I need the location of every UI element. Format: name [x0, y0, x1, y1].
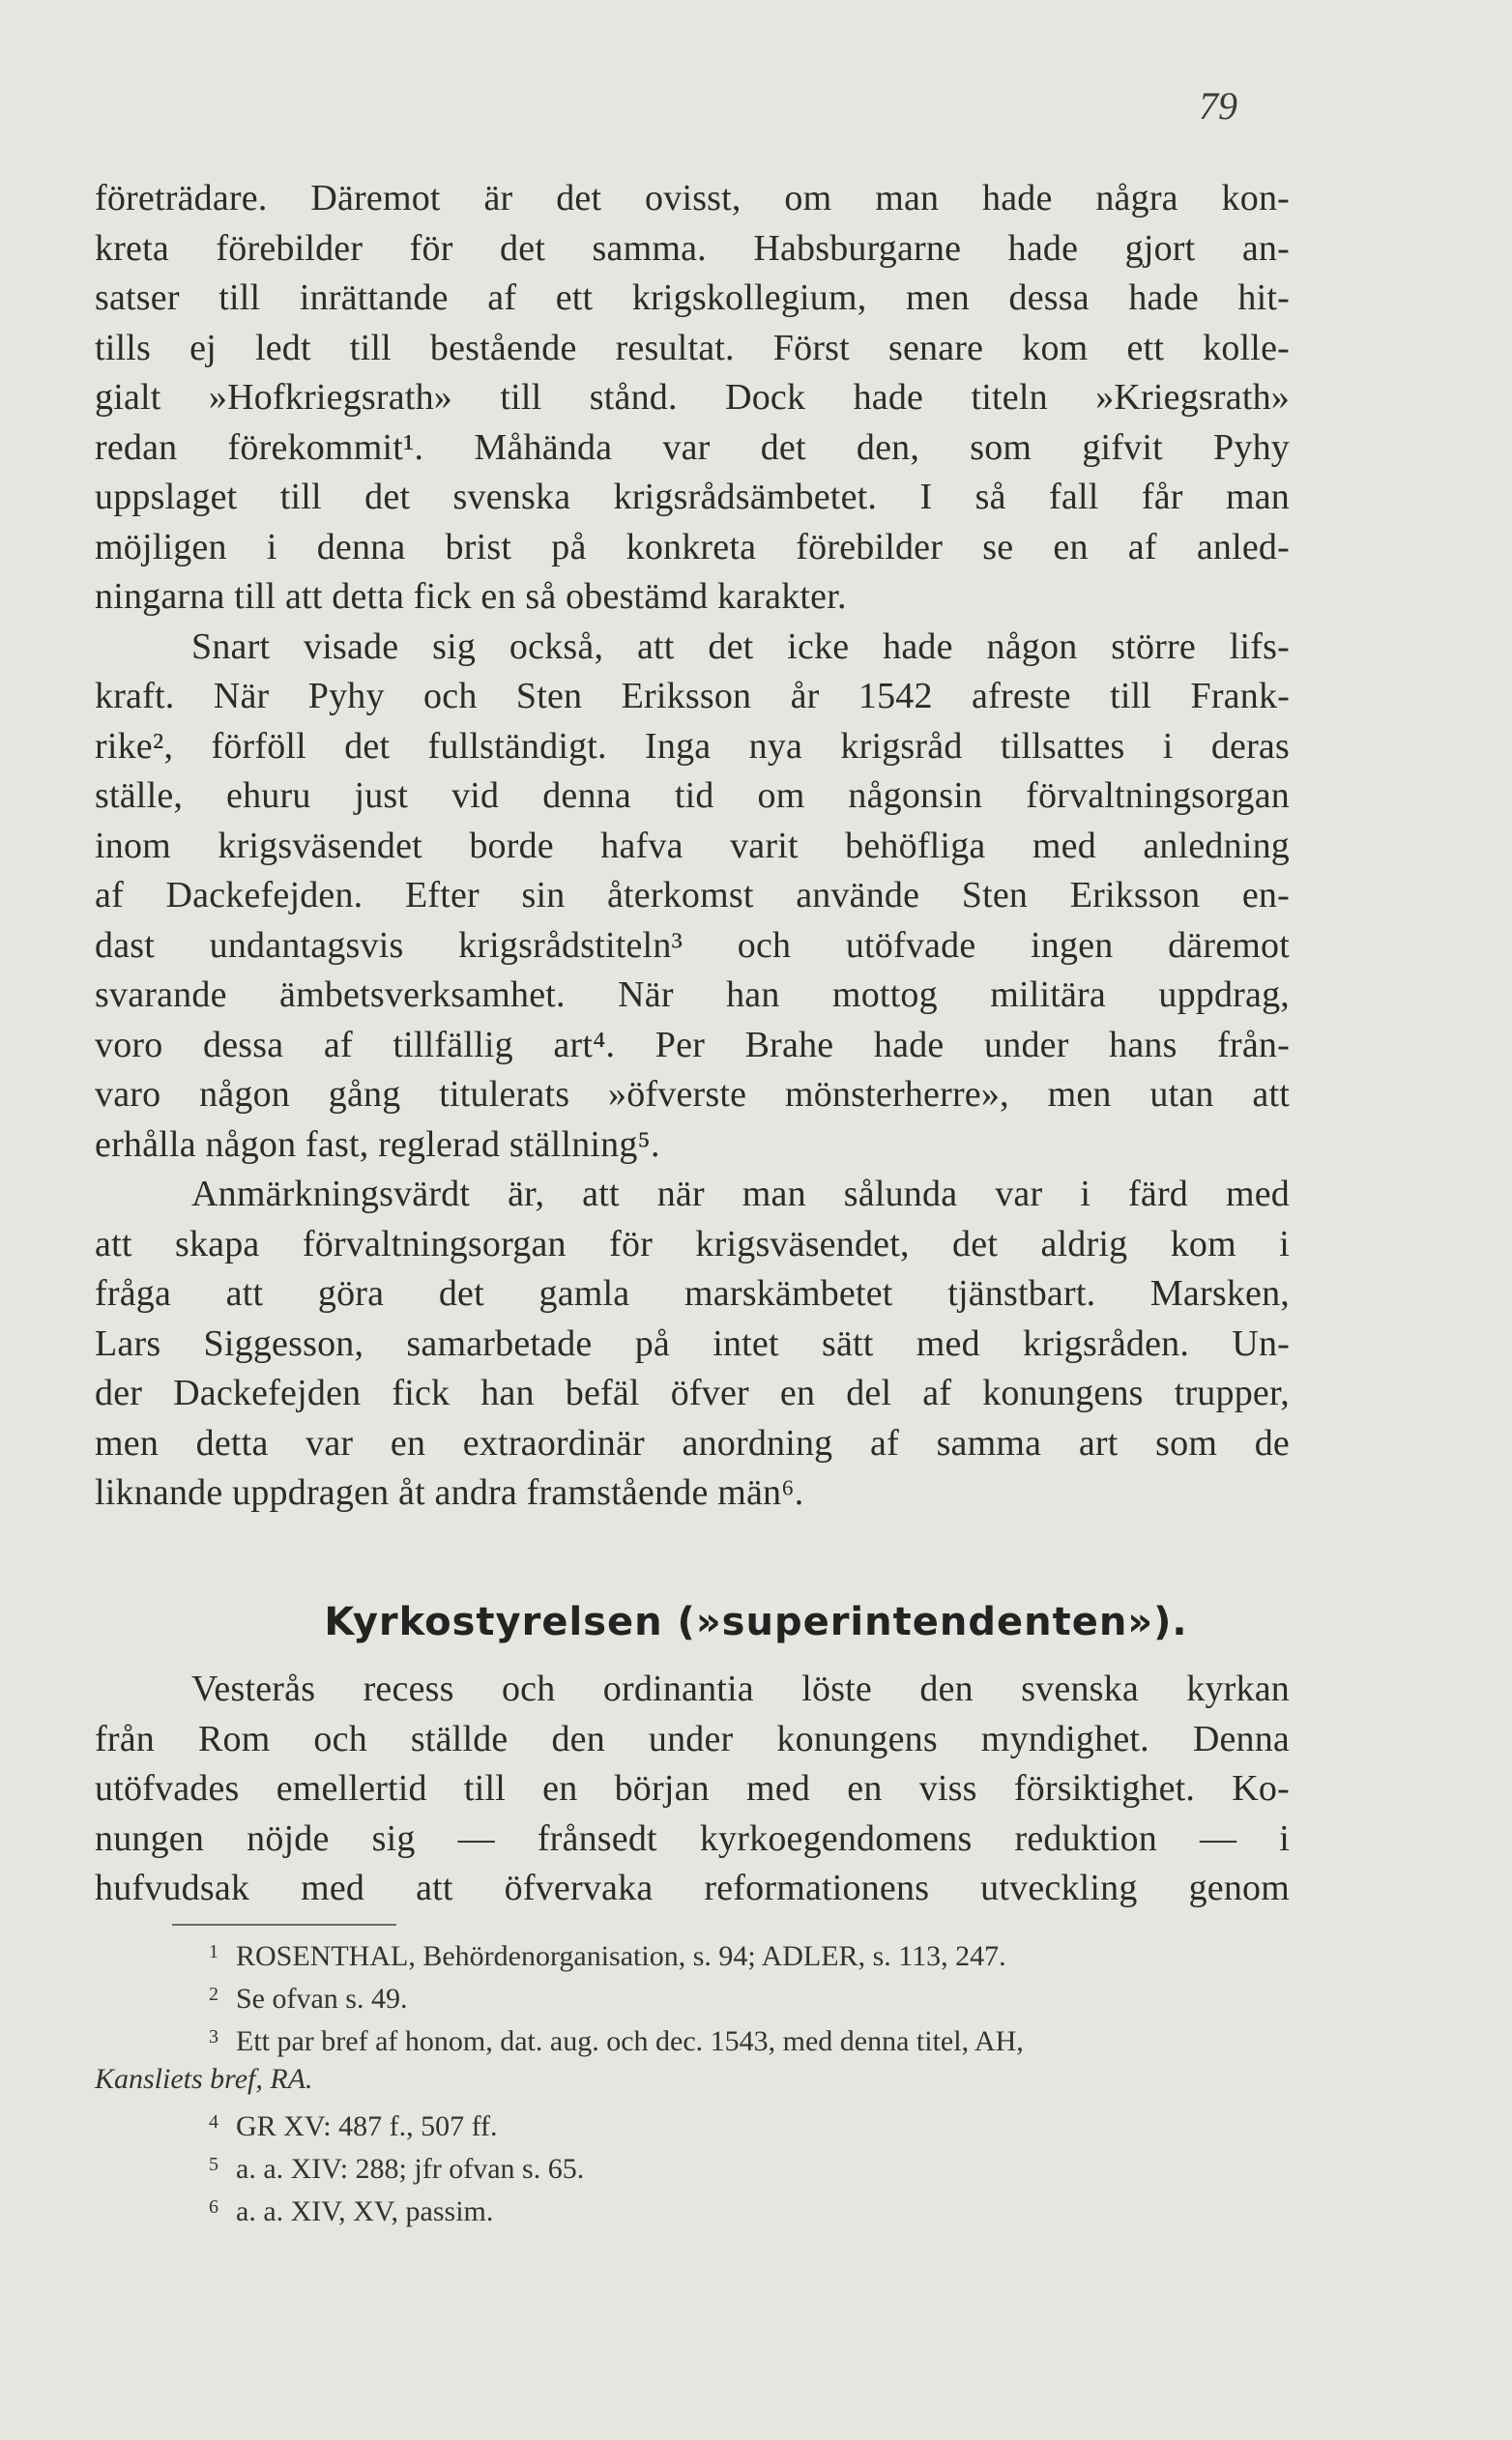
footnote: [95, 2101, 1290, 2143]
footnote-number: 3: [209, 2026, 218, 2048]
text-line: inom krigsväsendet borde hafva varit behöfliga med anledning: [95, 825, 1290, 866]
footnote-number: 4: [209, 2111, 218, 2133]
text-line: möjligen i denna brist på konkreta förebilder se en af anled-: [95, 526, 1290, 567]
text-line: Anmärkningsvärdt är, att när man sålunda var i färd med: [191, 1174, 1290, 1214]
section-text: [95, 1665, 1290, 1914]
footnote-divider: [172, 1924, 396, 1926]
section-heading: Kyrkostyrelsen (»superintendenten»).: [324, 1600, 1188, 1644]
text-line: men detta var en extraordinär anordning af samma art som de: [95, 1422, 1290, 1464]
text-line: att skapa förvaltningsorgan för krigsväsendet, det aldrig kom i: [95, 1223, 1290, 1264]
text-line: svarande ämbetsverksamhet. När han mottog militära uppdrag,: [95, 974, 1290, 1015]
text-line: Snart visade sig också, att det icke hade någon större lifs-: [191, 625, 1290, 667]
text-line: företrädare. Däremot är det ovisst, om man hade några kon-: [95, 178, 1290, 218]
text-line: ningarna till att detta fick en så obestämd karakter.: [95, 576, 847, 617]
text-line: gialt »Hofkriegsrath» till stånd. Dock hade titeln »Kriegsrath»: [95, 377, 1290, 418]
page-number: 79: [1199, 84, 1237, 128]
footnote: [95, 1931, 1290, 1973]
footnote: [95, 2016, 1290, 2058]
text-line: erhålla någon fast, reglerad ställning⁵.: [95, 1123, 660, 1165]
footnote-continuation: [95, 2058, 1290, 2101]
footnote-number: 6: [209, 2196, 218, 2218]
text-line: redan förekommit¹. Måhända var det den, som gifvit Pyhy: [95, 426, 1290, 468]
text-line: af Dackefejden. Efter sin återkomst använde Sten Eriksson en-: [95, 875, 1290, 915]
footnote-number: 1: [209, 1941, 218, 1962]
text-line: Vesterås recess och ordinantia löste den svenska kyrkan: [191, 1669, 1290, 1709]
text-line: kraft. När Pyhy och Sten Eriksson år 1542 afreste till Frank-: [95, 676, 1290, 716]
text-line: liknande uppdragen åt andra framstående män⁶.: [95, 1472, 804, 1513]
footnote-text: Se ofvan s. 49.: [236, 1983, 408, 2015]
text-line: tills ej ledt till bestående resultat. Först senare kom ett kolle-: [95, 327, 1290, 368]
text-line: dast undantagsvis krigsrådstiteln³ och utöfvade ingen däremot: [95, 924, 1290, 966]
text-line: varo någon gång titulerats »öfverste mönsterherre», men utan att: [95, 1074, 1290, 1115]
text-line: rike², förföll det fullständigt. Inga nya krigsråd tillsattes i deras: [95, 725, 1290, 767]
footnote-text: Ett par bref af honom, dat. aug. och dec. 1543, med denna titel, AH,: [236, 2025, 1024, 2057]
text-line: ställe, ehuru just vid denna tid om någonsin förvaltningsorgan: [95, 775, 1290, 816]
text-line: nungen nöjde sig — frånsedt kyrkoegendomens reduktion — i: [95, 1817, 1290, 1859]
footnote: [95, 1973, 1290, 2016]
text-line: Lars Siggesson, samarbetade på intet sätt med krigsråden. Un-: [95, 1322, 1290, 1364]
footnote-number: 2: [209, 1984, 218, 2005]
footnote-text: Kansliets bref, RA.: [95, 2063, 313, 2095]
text-line: satser till inrättande af ett krigskollegium, men dessa hade hit-: [95, 277, 1290, 318]
footnote: [95, 2143, 1290, 2186]
body-text: [95, 174, 1290, 1519]
footnote-text: a. a. XIV: 288; jfr ofvan s. 65.: [236, 2153, 585, 2185]
text-line: från Rom och ställde den under konungens myndighet. Denna: [95, 1718, 1290, 1759]
text-line: voro dessa af tillfällig art⁴. Per Brahe hade under hans från-: [95, 1024, 1290, 1065]
footnote: [95, 2186, 1290, 2228]
text-line: kreta förebilder för det samma. Habsburgarne hade gjort an-: [95, 227, 1290, 269]
text-line: utöfvades emellertid till en början med en viss försiktighet. Ko-: [95, 1768, 1290, 1809]
text-line: hufvudsak med att öfvervaka reformationens utveckling genom: [95, 1868, 1290, 1908]
text-line: uppslaget till det svenska krigsrådsämbetet. I så fall får man: [95, 477, 1290, 517]
footnote-text: ROSENTHAL, Behördenorganisation, s. 94; ADLER, s. 113, 247.: [236, 1940, 1006, 1972]
footnotes: [95, 1931, 1290, 2228]
footnote-number: 5: [209, 2154, 218, 2175]
footnote-text: a. a. XIV, XV, passim.: [236, 2195, 494, 2227]
footnote-text: GR XV: 487 f., 507 ff.: [236, 2110, 498, 2142]
text-line: der Dackefejden fick han befäl öfver en del af konungens trupper,: [95, 1373, 1290, 1413]
text-line: fråga att göra det gamla marskämbetet tjänstbart. Marsken,: [95, 1273, 1290, 1314]
